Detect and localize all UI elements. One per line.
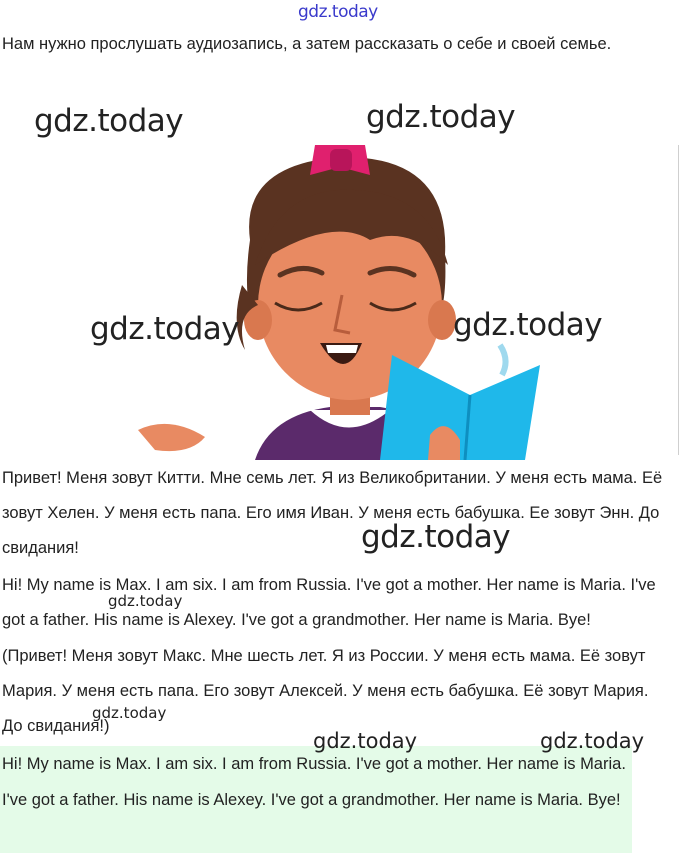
max-text-english: Hi! My name is Max. I am six. I am from Russia. I've got a mother. Her name is Maria. I've got a father. His name is Alexey. I've got a grandmother. Her name is Maria. Bye!	[2, 576, 656, 629]
kitty-text: Привет! Меня зовут Китти. Мне семь лет. Я из Великобритании. У меня есть мама. Её зовут Хелен. У меня есть папа. Его имя Иван. У меня есть бабушка. Ее зовут Энн. До свидания!	[2, 469, 663, 557]
watermark: gdz.today	[92, 704, 167, 722]
watermark: gdz.today	[313, 729, 418, 753]
watermark: gdz.today	[540, 729, 645, 753]
watermark-top: gdz.today	[298, 2, 378, 22]
watermark: gdz.today	[108, 592, 183, 610]
girl-reading-illustration	[130, 145, 550, 460]
watermark: gdz.today	[361, 519, 511, 555]
watermark: gdz.today	[453, 307, 603, 343]
max-text-russian: (Привет! Меня зовут Макс. Мне шесть лет. Я из России. У меня есть мама. Её зовут Мария. У меня есть папа. Его зовут Алексей. У меня есть бабушка. Её зовут Мария. До свидания!)	[2, 647, 649, 735]
watermark: gdz.today	[34, 103, 184, 139]
answer-text: Hi! My name is Max. I am six. I am from Russia. I've got a mother. Her name is Maria. I've got a father. His name is Alexey. I've got a grandmother. Her name is Maria. Bye!	[2, 755, 626, 809]
watermark: gdz.today	[90, 311, 240, 347]
task-intro-text: Нам нужно прослушать аудиозапись, а затем рассказать о себе и своей семье.	[2, 35, 612, 53]
watermark: gdz.today	[366, 99, 516, 135]
answer-block	[0, 746, 632, 853]
divider	[678, 145, 679, 455]
